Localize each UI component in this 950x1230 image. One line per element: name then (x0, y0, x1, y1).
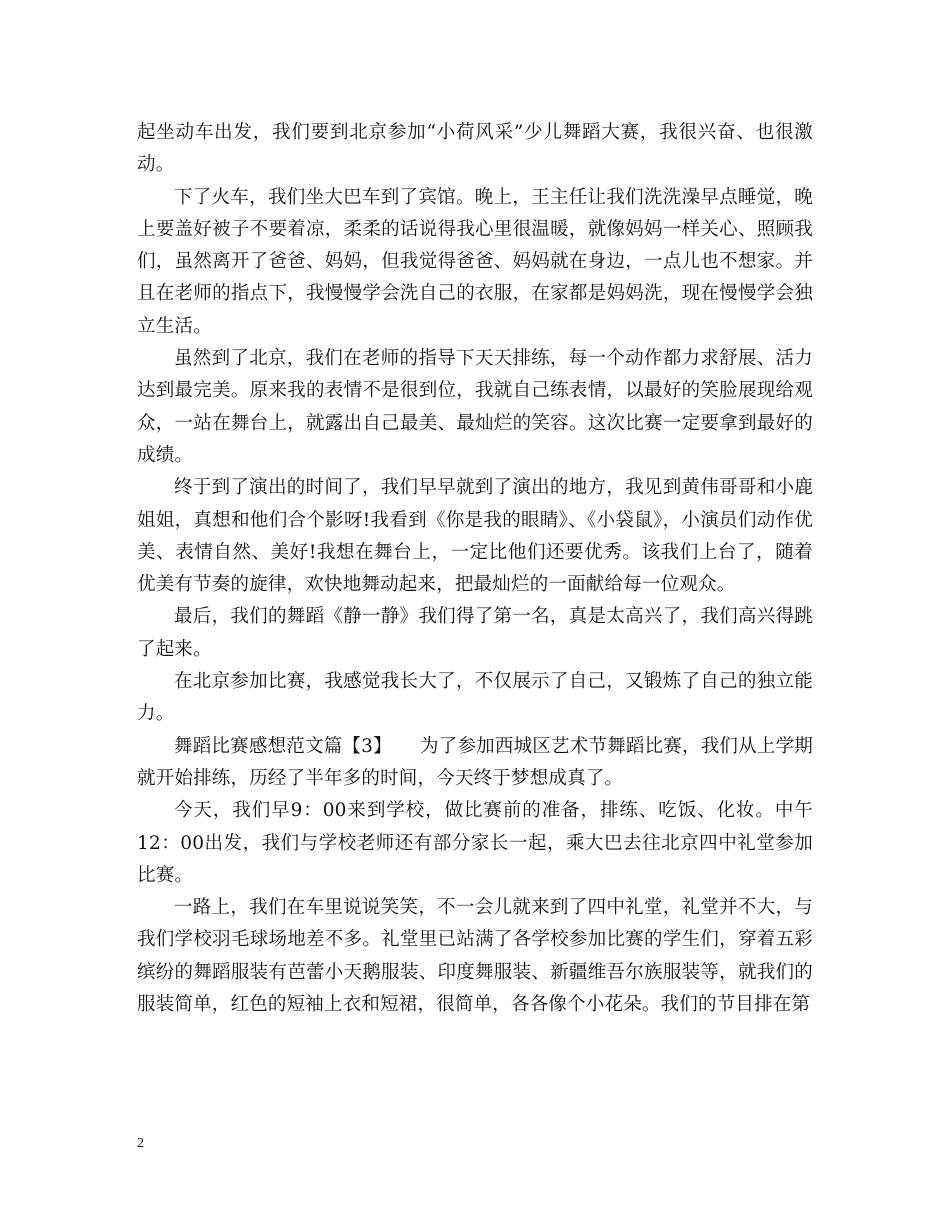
paragraph-2: 下了火车，我们坐大巴车到了宾馆。晚上，王主任让我们洗洗澡早点睡觉，晚上要盖好被子不要着凉，柔柔的话说得我心里很温暖，就像妈妈一样关心、照顾我们，虽然离开了爸爸、妈妈，但我觉得爸爸、妈妈就在身边，一点儿也不想家。并且在老师的指点下，我慢慢学会洗自己的衣服，在家都是妈妈洗，现在慢慢学会独立生活。 (137, 186, 813, 337)
paragraph-5: 最后，我们的舞蹈《静一静》我们得了第一名，真是太高兴了，我们高兴得跳了起来。 (137, 606, 813, 660)
paragraph-3: 虽然到了北京，我们在老师的指导下天天排练，每一个动作都力求舒展、活力达到最完美。原来我的表情不是很到位，我就自己练表情，以最好的笑脸展现给观众，一站在舞台上，就露出自己最美、最灿烂的笑容。这次比赛一定要拿到最好的成绩。 (137, 348, 813, 466)
paragraph-7: 舞蹈比赛感想范文篇【3】 为了参加西城区艺术节舞蹈比赛，我们从上学期就开始排练，历经了半年多的时间，今天终于梦想成真了。 (137, 735, 813, 789)
paragraph-9: 一路上，我们在车里说说笑笑，不一会儿就来到了四中礼堂，礼堂并不大，与我们学校羽毛球场地差不多。礼堂里已站满了各学校参加比赛的学生们，穿着五彩缤纷的舞蹈服装有芭蕾小天鹅服装、印度舞服装、新疆维吾尔族服装等，就我们的服装简单，红色的短袖上衣和短裙，很简单，各各像个小花朵。我们的节目排在第 (137, 897, 813, 1016)
page-number: 2 (137, 1136, 144, 1151)
paragraph-4: 终于到了演出的时间了，我们早早就到了演出的地方，我见到黄伟哥哥和小鹿姐姐，真想和他们合个影呀!我看到《你是我的眼睛》、《小袋鼠》，小演员们动作优美、表情自然、美好!我想在舞台上，一定比他们还要优秀。该我们上台了，随着优美有节奏的旋律，欢快地舞动起来，把最灿烂的一面献给每一位观众。 (137, 477, 813, 596)
paragraph-1: 起坐动车出发，我们要到北京参加“小荷风采”少儿舞蹈大赛，我很兴奋、也很激动。 (137, 122, 813, 176)
body-text (137, 117, 813, 1021)
paragraph-6: 在北京参加比赛，我感觉我长大了，不仅展示了自己，又锻炼了自己的独立能力。 (137, 671, 813, 725)
paragraph-8: 今天，我们早9：00来到学校，做比赛前的准备，排练、吃饭、化妆。中午12：00出发，我们与学校老师还有部分家长一起，乘大巴去往北京四中礼堂参加比赛。 (137, 800, 813, 886)
